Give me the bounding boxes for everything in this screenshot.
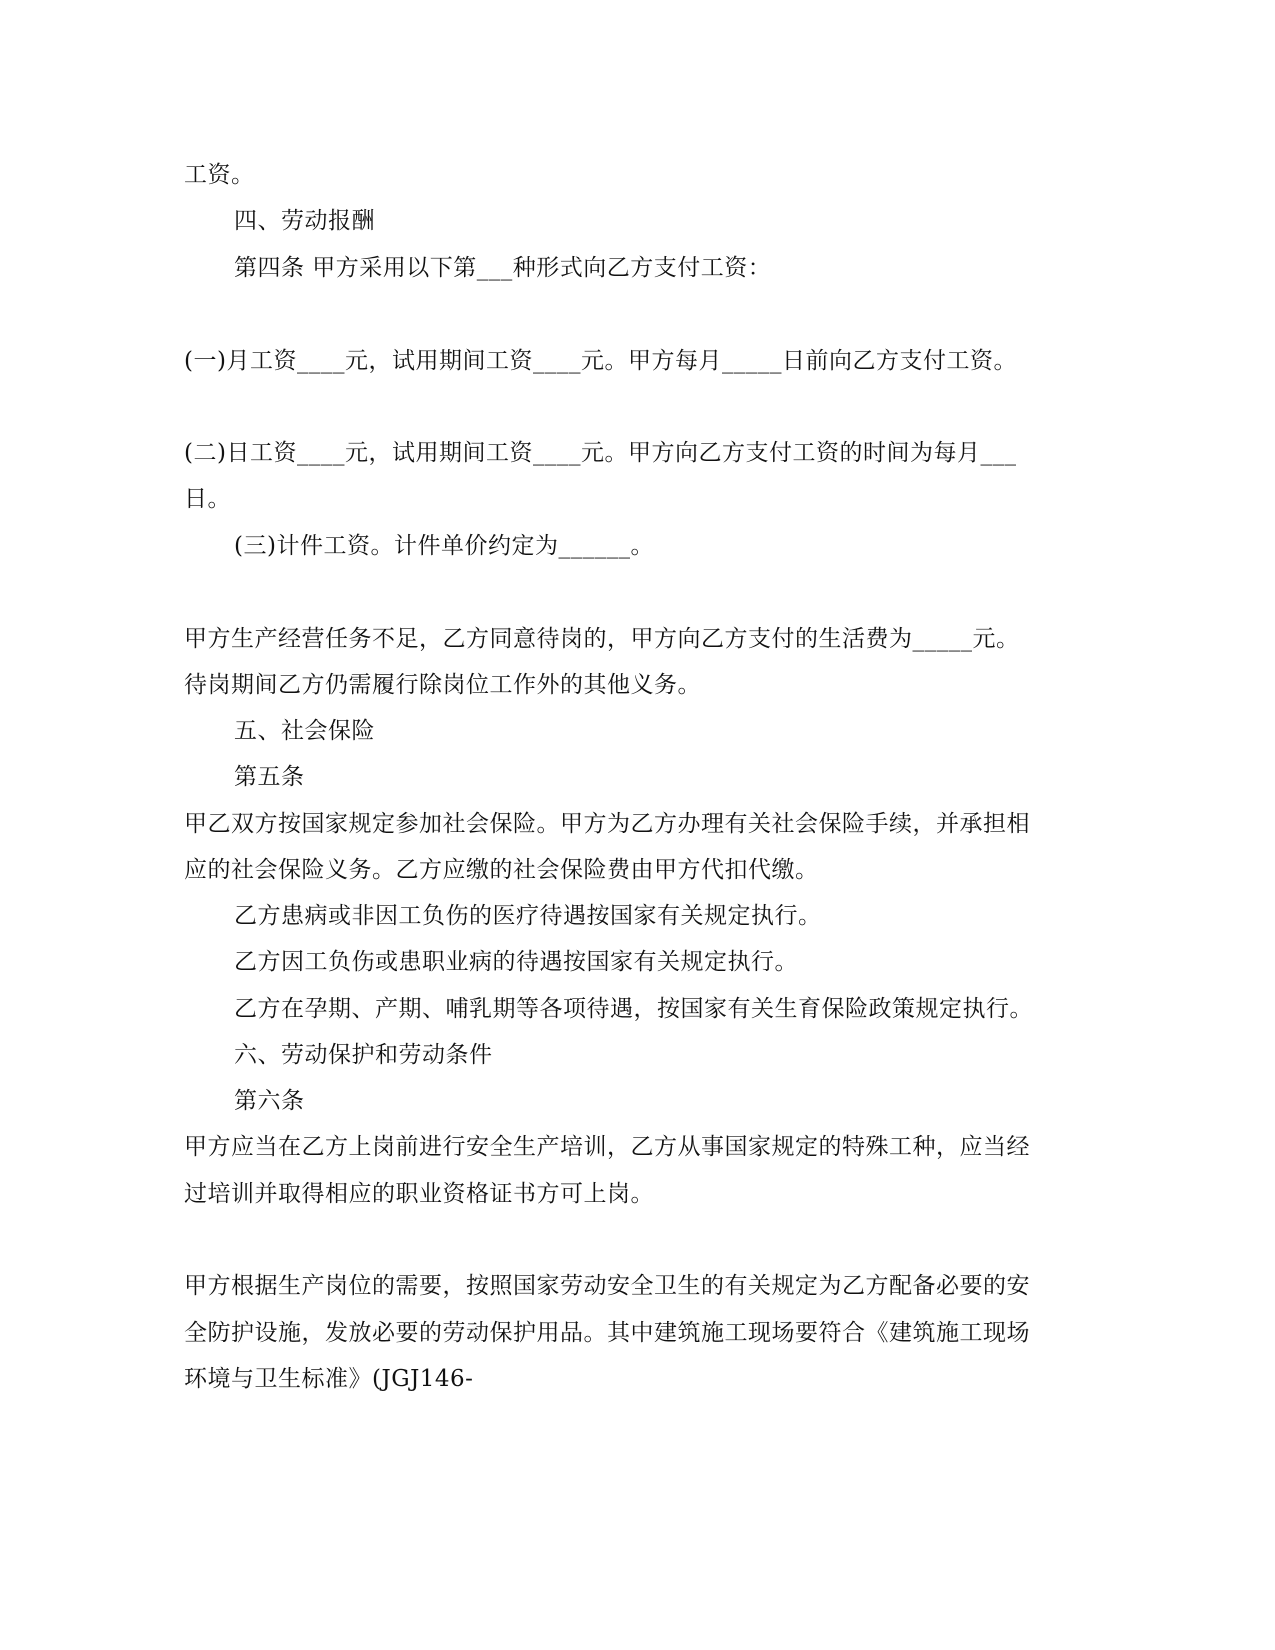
paragraph-line: 乙方患病或非因工负伤的医疗待遇按国家有关规定执行。 bbox=[234, 903, 822, 929]
paragraph-line: 甲方生产经营任务不足，乙方同意待岗的，甲方向乙方支付的生活费为_____元。 bbox=[184, 626, 1020, 652]
section-heading-labor-protection: 六、劳动保护和劳动条件 bbox=[234, 1042, 493, 1068]
article-five-heading: 第五条 bbox=[234, 764, 305, 790]
paragraph-line: 应的社会保险义务。乙方应缴的社会保险费由甲方代扣代缴。 bbox=[184, 857, 819, 883]
section-heading-social-insurance: 五、社会保险 bbox=[234, 718, 375, 744]
paragraph-line: (三)计件工资。计件单价约定为______。 bbox=[234, 533, 654, 559]
paragraph-line: 甲乙双方按国家规定参加社会保险。甲方为乙方办理有关社会保险手续，并承担相 bbox=[184, 811, 1030, 837]
article-four-line: 第四条 甲方采用以下第___种形式向乙方支付工资： bbox=[234, 255, 772, 281]
paragraph-line: (一)月工资____元，试用期间工资____元。甲方每月_____日前向乙方支付工资。 bbox=[184, 348, 1017, 374]
paragraph-line: (二)日工资____元，试用期间工资____元。甲方向乙方支付工资的时间为每月___ bbox=[184, 440, 1017, 466]
paragraph-line: 日。 bbox=[184, 486, 231, 512]
article-six-heading: 第六条 bbox=[234, 1088, 305, 1114]
paragraph-line: 工资。 bbox=[184, 162, 255, 188]
paragraph-line: 过培训并取得相应的职业资格证书方可上岗。 bbox=[184, 1181, 654, 1207]
paragraph-line: 乙方因工负伤或患职业病的待遇按国家有关规定执行。 bbox=[234, 949, 798, 975]
paragraph-line: 全防护设施，发放必要的劳动保护用品。其中建筑施工现场要符合《建筑施工现场 bbox=[184, 1320, 1030, 1346]
paragraph-line: 乙方在孕期、产期、哺乳期等各项待遇，按国家有关生育保险政策规定执行。 bbox=[234, 996, 1033, 1022]
paragraph-line: 甲方根据生产岗位的需要，按照国家劳动安全卫生的有关规定为乙方配备必要的安 bbox=[184, 1273, 1030, 1299]
section-heading-labor-remuneration: 四、劳动报酬 bbox=[234, 208, 375, 234]
paragraph-line: 环境与卫生标准》(JGJ146- bbox=[184, 1366, 474, 1392]
paragraph-line: 甲方应当在乙方上岗前进行安全生产培训，乙方从事国家规定的特殊工种，应当经 bbox=[184, 1134, 1030, 1160]
paragraph-line: 待岗期间乙方仍需履行除岗位工作外的其他义务。 bbox=[184, 672, 701, 698]
